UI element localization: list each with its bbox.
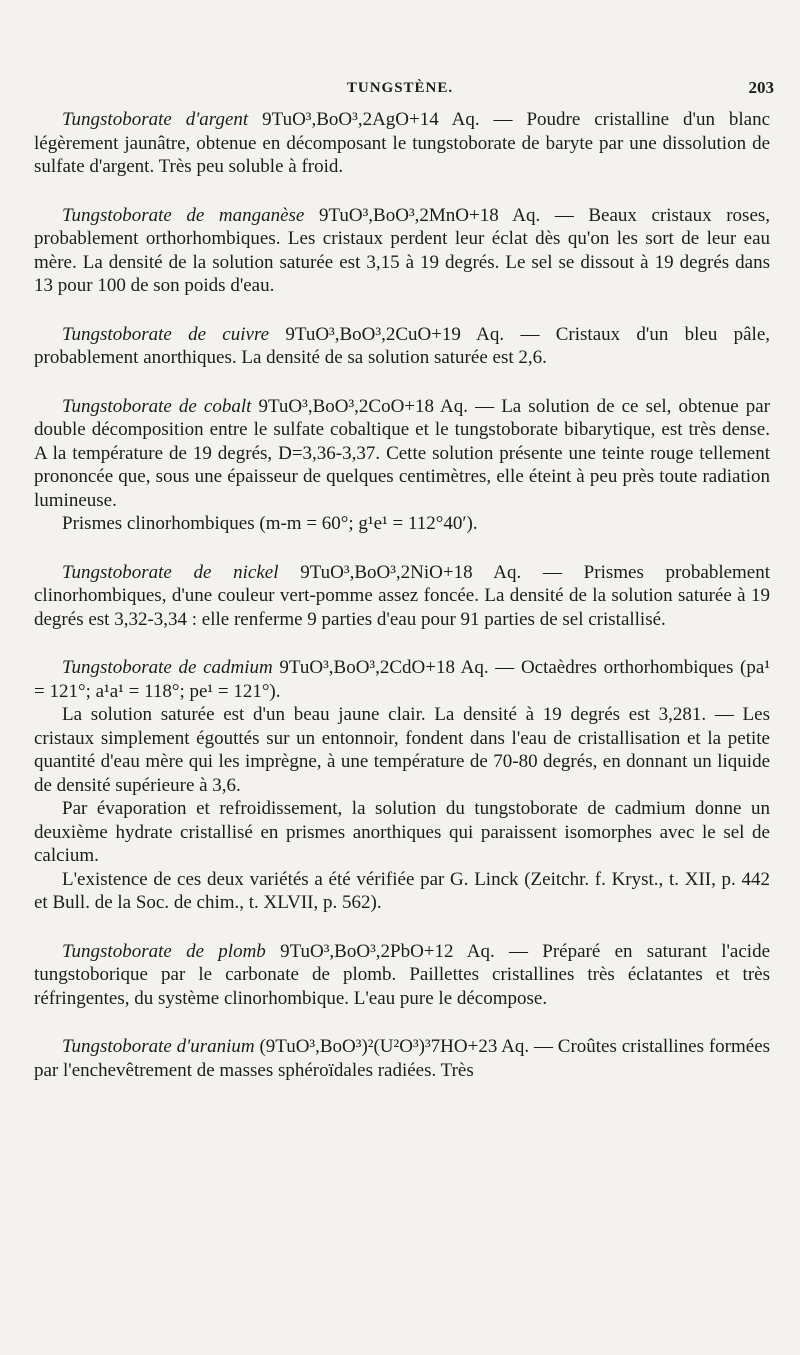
paragraph-cadmium [34, 656, 770, 703]
page-header [0, 78, 800, 102]
paragraph-cuivre [34, 323, 770, 370]
entry-text: — Prismes probablement clinorhombiques, d'une couleur vert-pomme assez foncée. La densité de la solution saturée à 19 degrés est 3,32-3,34 : elle renferme 9 parties d'eau pour 91 parties de sel cristallisé. [34, 561, 771, 630]
entry-text: — La solution de ce sel, obtenue par double décomposition entre le sulfate cobaltique et le tungstoborate bibarytique, est très dense. A la température de 19 degrés, D=3,36-3,37. Cette solution présente une teinte rouge tellement prononcée que, sous une épaisseur de quelques centimètres, elle éteint à peu près toute radiation lumineuse. [34, 395, 770, 511]
paragraph-cadmium-evaporation: Par évaporation et refroidissement, la solution du tungstoborate de cadmium donne un deuxième hydrate cristallisé en prismes anorthiques qui paraissent isomorphes avec le sel de calcium. [34, 798, 770, 866]
entry-title: Tungstoborate de manganèse [62, 204, 305, 226]
entry-title: Tungstoborate de nickel [62, 561, 279, 583]
paragraph-uranium [34, 1035, 770, 1082]
chemical-formula: 9TuO³,BoO³,2CuO+19 Aq. [285, 323, 505, 345]
paragraph-nickel [34, 561, 770, 632]
entry-title: Tungstoborate de plomb [62, 940, 266, 962]
chemical-formula: (9TuO³,BoO³)²(U²O³)³7HO+23 Aq. [259, 1036, 530, 1057]
paragraph-plomb [34, 940, 770, 1011]
chemical-formula: 9TuO³,BoO³,2MnO+18 Aq. [318, 204, 541, 226]
paragraph-cadmium-linck: L'existence de ces deux variétés a été vérifiée par G. Linck (Zeitchr. f. Kryst., t. XII, p. 442 et Bull. de la Soc. de chim., t. XLVII, p. 562). [34, 868, 770, 913]
chemical-formula: 9TuO³,BoO³,2CoO+18 Aq. [258, 395, 469, 417]
entry-text: — Beaux cristaux roses, probablement orthorhombiques. Les cristaux perdent leur éclat dès qu'on les sort de leur eau mère. La densité de la solution saturée est 3,15 à 19 degrés. Le sel se dissout à 19 degrés dans 13 pour 100 de son poids d'eau. [34, 204, 771, 296]
page-body [34, 108, 770, 1082]
entry-title: Tungstoborate de cadmium [62, 657, 273, 678]
running-title: TUNGSTÈNE. [346, 80, 454, 96]
entry-title: Tungstoborate de cuivre [62, 323, 270, 345]
page-number: 203 [748, 78, 774, 97]
paragraph-cadmium-solution: La solution saturée est d'un beau jaune clair. La densité à 19 degrés est 3,281. — Les cristaux simplement égouttés sur un entonnoir, fondent dans l'eau de cristallisation et la petite quantité d'eau mère qui les imprègne, à une température de 70-80 degrés, en donnant un liquide de densité supérieure à 3,6. [34, 704, 770, 796]
entry-title: Tungstoborate d'uranium [62, 1036, 255, 1057]
entry-title: Tungstoborate de cobalt [62, 395, 252, 417]
chemical-formula: 9TuO³,BoO³,2PbO+12 Aq. [280, 940, 495, 962]
chemical-formula: 9TuO³,BoO³,2CdO+18 Aq. [279, 657, 489, 678]
chemical-formula: 9TuO³,BoO³,2NiO+18 Aq. [300, 561, 522, 583]
paragraph-manganese [34, 204, 770, 298]
entry-text: — Croûtes cristallines formées par l'enchevêtrement de masses sphéroïdales radiées. Très [34, 1036, 771, 1081]
entry-title: Tungstoborate d'argent [62, 109, 249, 130]
entry-text: — Préparé en saturant l'acide tungstoborique par le carbonate de plomb. Paillettes cristallines très éclatantes et très réfringentes, du système clinorhombique. L'eau pure le décompose. [34, 940, 771, 1009]
paragraph-cobalt-prismes: Prismes clinorhombiques (m-m = 60°; g¹e¹ = 112°40′). [62, 513, 478, 534]
entry-text: — Cristaux d'un bleu pâle, probablement anorthiques. La densité de sa solution saturée est 2,6. [34, 323, 771, 368]
entry-text: — Octaèdres orthorhombiques (pa¹ = 121°; a¹a¹ = 118°; pe¹ = 121°). [34, 657, 771, 702]
entry-text: — Poudre cristalline d'un blanc légèrement jaunâtre, obtenue en décomposant le tungstoborate de baryte par une dissolution de sulfate d'argent. Très peu soluble à froid. [34, 109, 771, 177]
paragraph-cobalt [34, 395, 770, 513]
paragraph-argent [34, 108, 770, 179]
chemical-formula: 9TuO³,BoO³,2AgO+14 Aq. [262, 109, 480, 130]
